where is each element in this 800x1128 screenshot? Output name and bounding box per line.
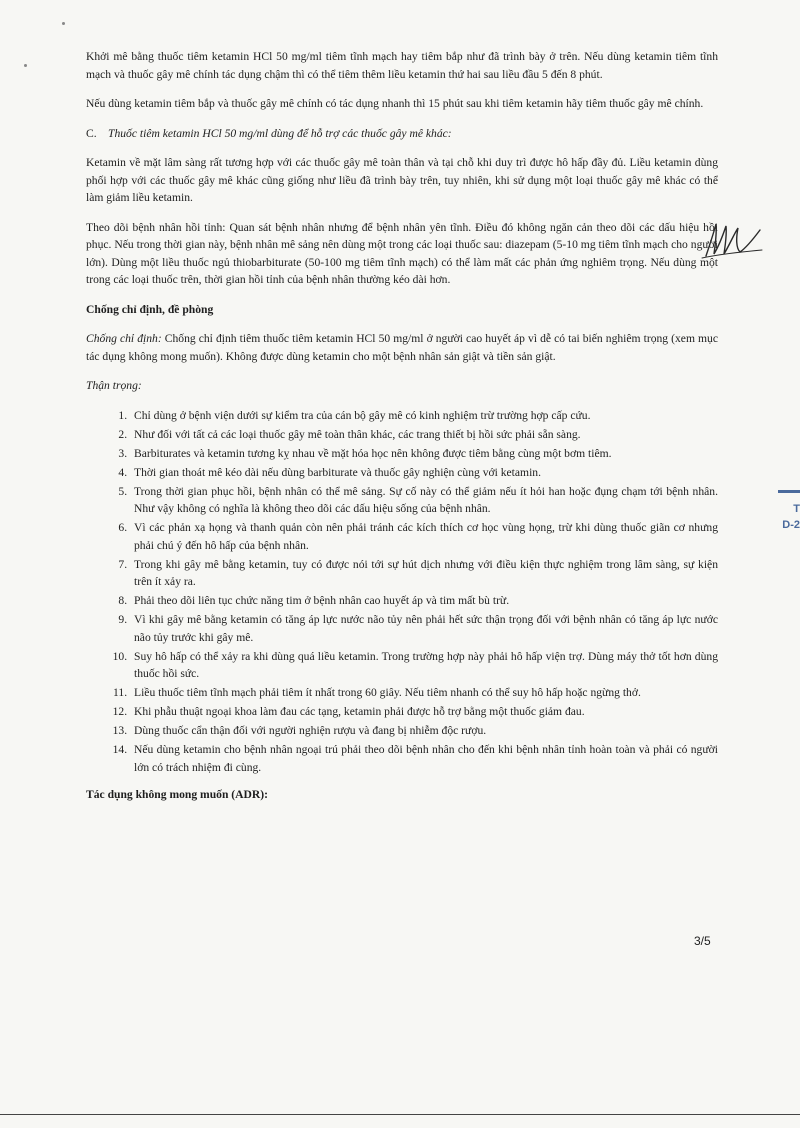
list-item: 3. Barbiturates và ketamin tương kỵ nhau về mặt hóa học nên không được tiêm bằng cùng một bơm tiêm. — [130, 445, 718, 463]
handwritten-signature — [700, 214, 770, 264]
list-item: 7. Trong khi gây mê bằng ketamin, tuy có được nói tới sự hút dịch nhưng với điều kiện thực nghiệm trong lâm sàng, sự kiện trên ít xảy ra. — [130, 556, 718, 591]
precautions-list — [86, 407, 718, 777]
precautions-label: Thận trọng: — [86, 379, 142, 392]
contraindications-text: Chống chỉ định tiêm thuốc tiêm ketamin HCl 50 mg/ml ở người cao huyết áp vì dễ có tai biến nghiêm trọng (xem mục tác dụng không mong muốn). Không được dùng ketamin cho một bệnh nhân sản giật và tiền sản giật. — [86, 332, 718, 363]
list-item: 8. Phải theo dõi liên tục chức năng tim ở bệnh nhân cao huyết áp và tim mất bù trừ. — [130, 592, 718, 610]
scan-speck — [62, 22, 65, 25]
list-item: 2. Như đối với tất cả các loại thuốc gây mê toàn thân khác, các trang thiết bị hồi sức phải sẵn sàng. — [130, 426, 718, 444]
stamp-line-2: D-2 — [782, 519, 800, 531]
paragraph-recovery: Theo dõi bệnh nhân hồi tỉnh: Quan sát bệnh nhân nhưng để bệnh nhân yên tĩnh. Điều đó không ngăn cản theo dõi các dấu hiệu hồi phục. Nếu trong thời gian này, bệnh nhân mê sảng nên dùng một trong các loại thuốc sau: diazepam (5-10 mg tiêm tĩnh mạch cho người lớn). Dùng một liều thuốc ngủ thiobarbiturate (50-100 mg tiêm tĩnh mạch) có thể làm mất các phản ứng nghiêm trọng. Nếu dùng một trong các loại thuốc trên, thời gian hồi tỉnh của bệnh nhân thường kéo dài hơn. — [86, 220, 718, 286]
document-body — [86, 48, 718, 816]
list-item: 5. Trong thời gian phục hồi, bệnh nhân có thể mê sảng. Sự cố này có thể giảm nếu ít hỏi han hoặc đụng chạm tới bệnh nhân. Như vậy không có nghĩa là không theo dõi các dấu hiệu sống của bệnh nhân. — [130, 483, 718, 518]
contraindications-label: Chống chỉ định: — [86, 332, 162, 345]
section-title-adr: Tác dụng không mong muốn (ADR): — [86, 788, 268, 801]
subheading-c-letter: C. — [86, 126, 97, 140]
bottom-rule — [0, 1114, 800, 1115]
list-item: 6. Vì các phản xạ họng và thanh quản còn nên phải tránh các kích thích cơ học vùng họng, trừ khi dùng thuốc giãn cơ nhưng phải chú ý đến hô hấp của bệnh nhân. — [130, 519, 718, 554]
list-item: 12. Khi phẫu thuật ngoại khoa làm đau các tạng, ketamin phải được hỗ trợ bằng một thuốc giảm đau. — [130, 703, 718, 721]
list-item: 14. Nếu dùng ketamin cho bệnh nhân ngoại trú phải theo dõi bệnh nhân cho đến khi bệnh nhân tỉnh hoàn toàn và phải có người lớn có trách nhiệm đi cùng. — [130, 741, 718, 776]
list-item: 13. Dùng thuốc cẩn thận đối với người nghiện rượu và đang bị nhiễm độc rượu. — [130, 722, 718, 740]
paragraph-induction: Khởi mê bằng thuốc tiêm ketamin HCl 50 mg/ml tiêm tĩnh mạch hay tiêm bắp như đã trình bày ở trên. Nếu dùng ketamin tiêm tĩnh mạch và thuốc gây mê chính tác dụng chậm thì có thể tiêm thêm liều ketamin thứ hai sau liều đầu 5 đến 8 phút. — [86, 50, 718, 81]
paragraph-intramuscular: Nếu dùng ketamin tiêm bắp và thuốc gây mê chính có tác dụng nhanh thì 15 phút sau khi tiêm ketamin hãy tiêm thuốc gây mê chính. — [86, 97, 704, 110]
list-item: 10. Suy hô hấp có thể xảy ra khi dùng quá liều ketamin. Trong trường hợp này phải hô hấp viện trợ. Dùng máy thở tốt hơn dùng thuốc hồi sức. — [130, 648, 718, 683]
stamp-line-1: T — [793, 503, 800, 515]
subheading-c — [86, 125, 718, 143]
paragraph-compatibility: Ketamin về mặt lâm sàng rất tương hợp với các thuốc gây mê toàn thân và tại chỗ khi duy trì được hô hấp đầy đủ. Liều ketamin dùng phối hợp với các thuốc gây mê khác cũng giống như liều đã trình bày trên, tuy nhiên, khi sử dụng một loại thuốc gây mê khác có thể làm giảm liều ketamin. — [86, 156, 718, 204]
stamp-bar — [778, 490, 800, 493]
scan-speck — [24, 64, 27, 67]
subheading-c-text: Thuốc tiêm ketamin HCl 50 mg/ml dùng để hỗ trợ các thuốc gây mê khác: — [108, 126, 452, 140]
list-item: 9. Vì khi gây mê bằng ketamin có tăng áp lực nước não tủy nên phải hết sức thận trọng đối với bệnh nhân có tăng áp lực nước não tủy trước khi gây mê. — [130, 611, 718, 646]
list-item: 1. Chỉ dùng ở bệnh viện dưới sự kiểm tra của cán bộ gây mê có kinh nghiệm trừ trường hợp cấp cứu. — [130, 407, 718, 425]
list-item: 11. Liều thuốc tiêm tĩnh mạch phải tiêm ít nhất trong 60 giây. Nếu tiêm nhanh có thể suy hô hấp hoặc ngừng thở. — [130, 684, 718, 702]
paragraph-contraindications — [86, 330, 718, 365]
list-item: 4. Thời gian thoát mê kéo dài nếu dùng barbiturate và thuốc gây nghiện cùng với ketamin. — [130, 464, 718, 482]
page-number: 3/5 — [694, 934, 711, 948]
edge-stamp — [772, 490, 800, 533]
section-title-contraindications: Chống chỉ định, đề phòng — [86, 302, 214, 316]
